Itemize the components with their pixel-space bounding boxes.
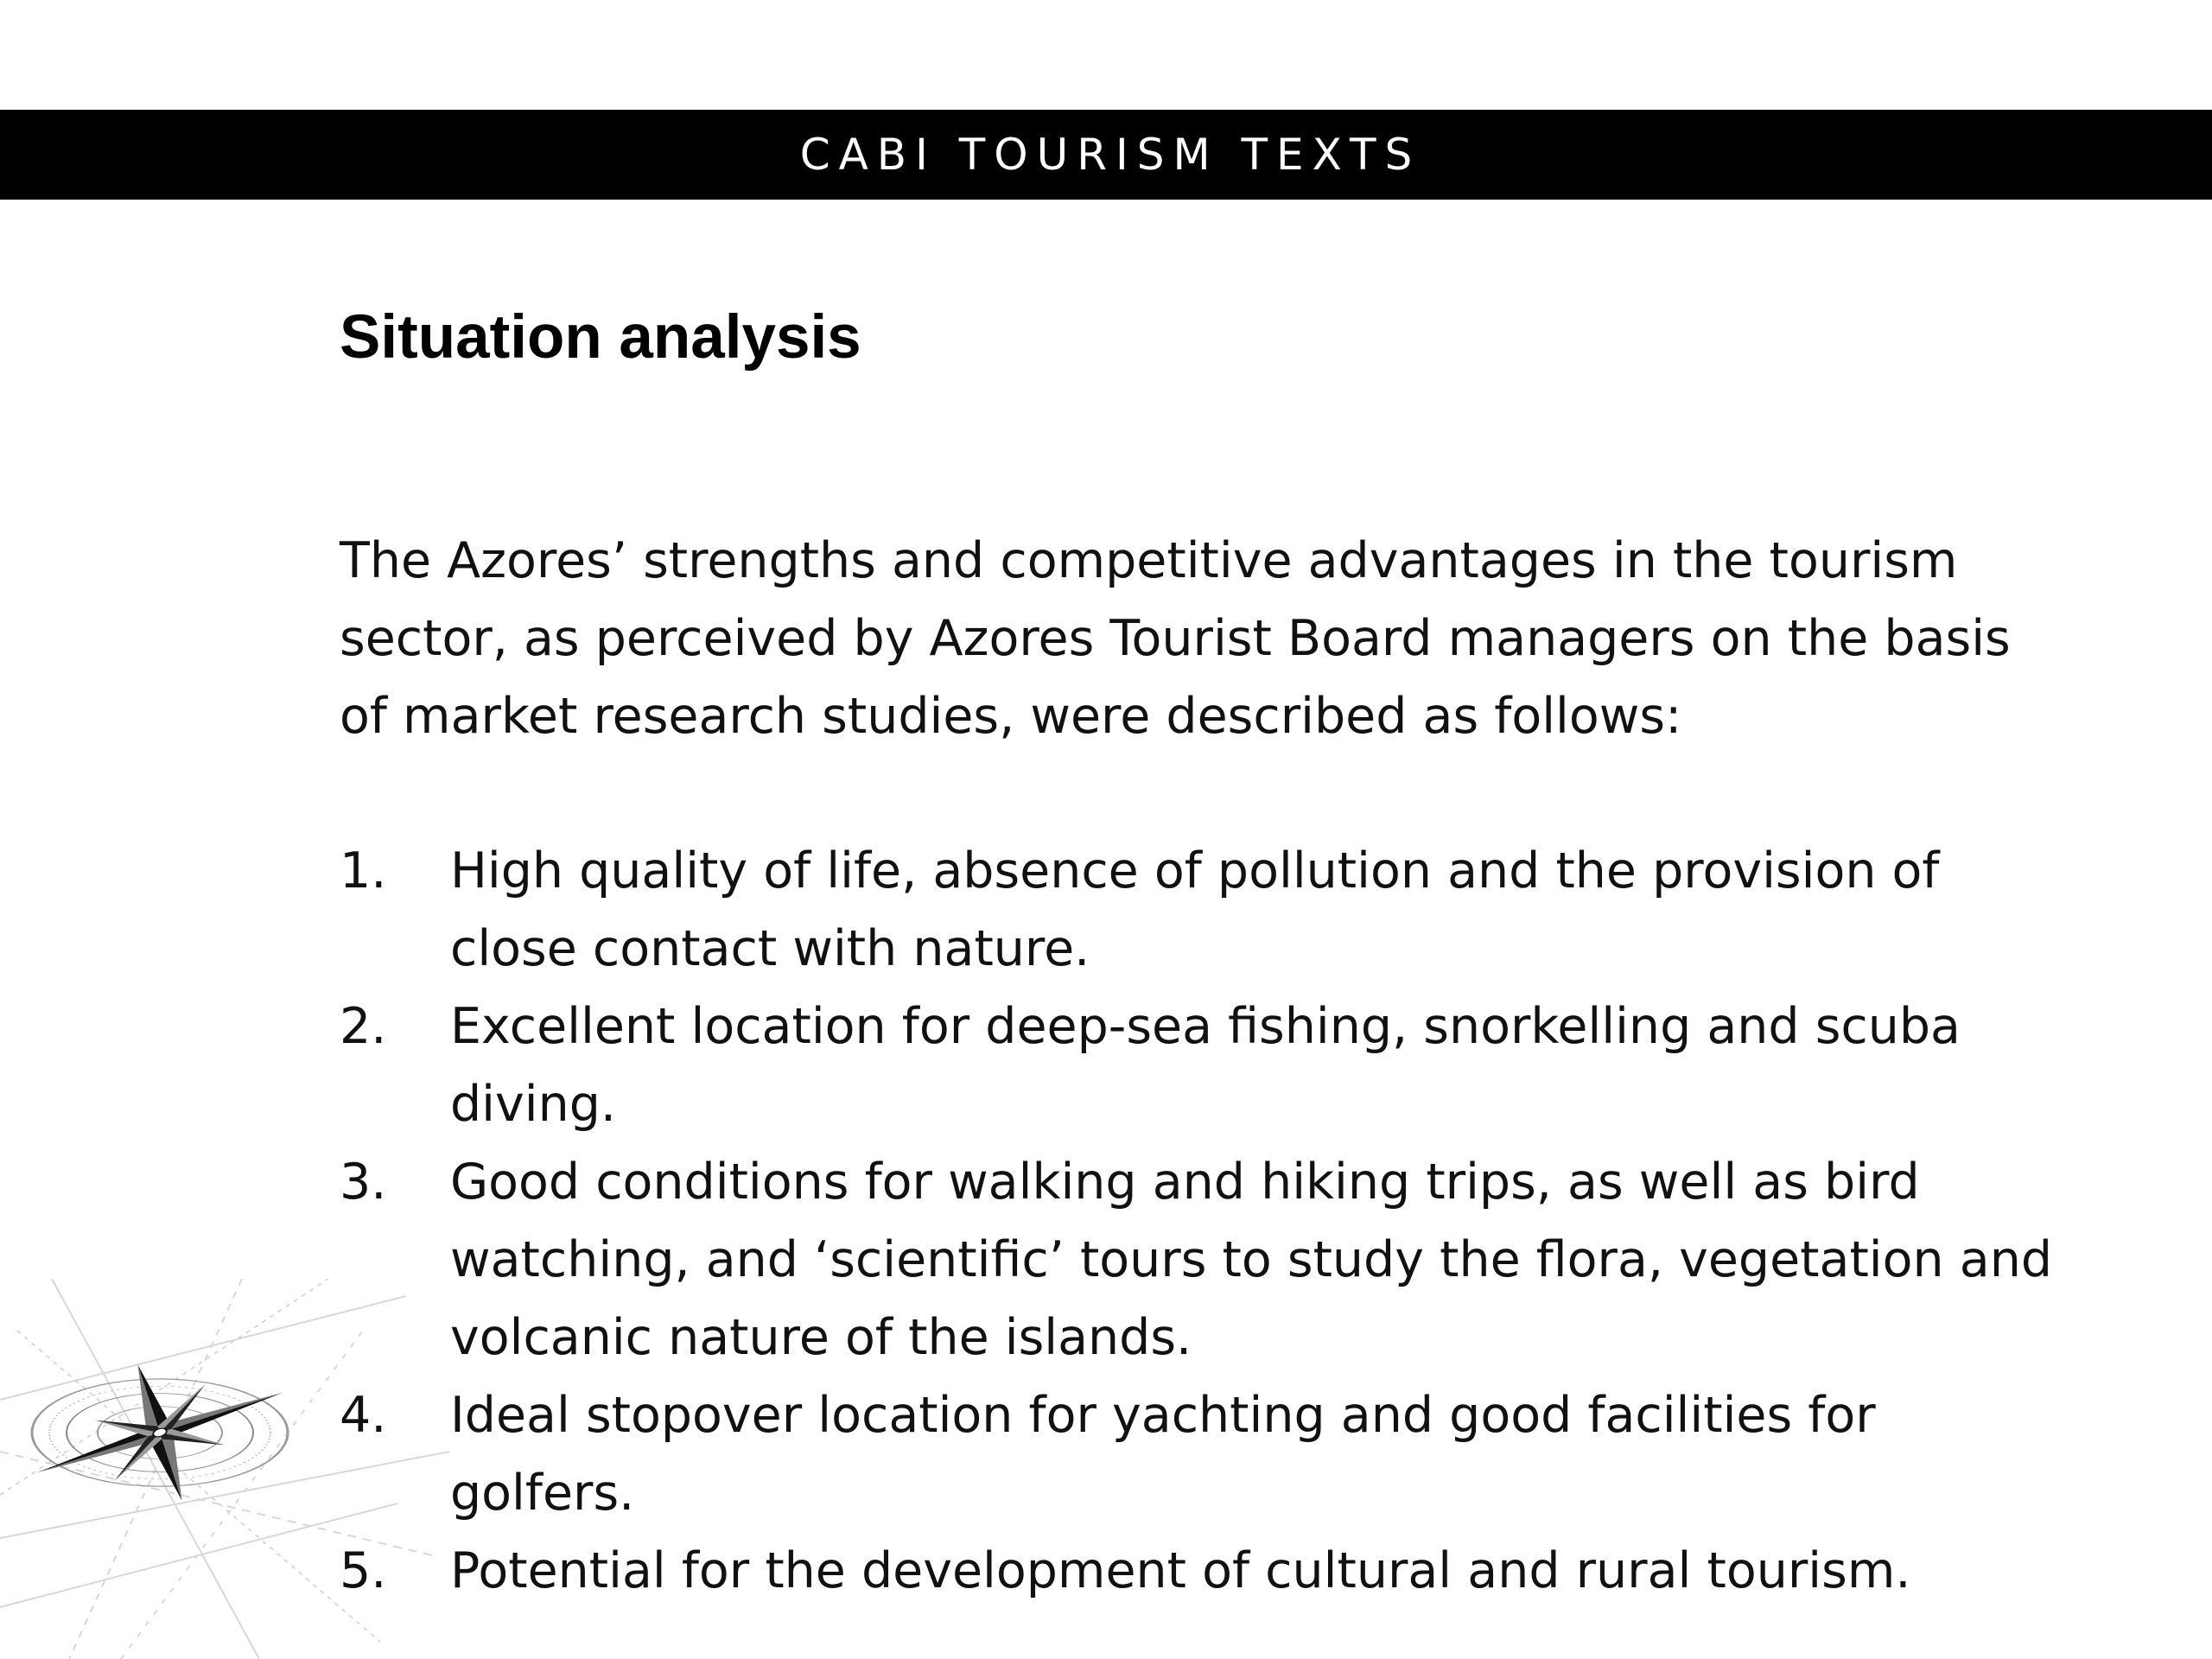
list-item-text: Potential for the development of cultural and rural tourism.	[450, 1542, 1911, 1599]
list-item	[340, 832, 2068, 988]
list-item-number: 4.	[340, 1387, 387, 1444]
header-bar	[0, 110, 2212, 200]
list-item	[340, 1376, 2068, 1532]
list-item-number: 2.	[340, 998, 387, 1055]
list-item-number: 5.	[340, 1542, 387, 1599]
list-item	[340, 988, 2068, 1143]
list-item-text: Good conditions for walking and hiking trips, as well as bird watching, and ‘scientific’ tours to study the flora, vegetation and volcanic nature of the islands.	[450, 1154, 2053, 1366]
list-item-text: Ideal stopover location for yachting and good facilities for golfers.	[450, 1387, 1876, 1522]
header-title: CABI TOURISM TEXTS	[799, 130, 1421, 180]
list-item-number: 3.	[340, 1154, 387, 1211]
list-item-text: Excellent location for deep-sea fishing, snorkelling and scuba diving.	[450, 998, 1961, 1133]
list-item	[340, 1143, 2068, 1376]
list-item-text: High quality of life, absence of pollution and the provision of close contact with nature.	[450, 842, 1940, 977]
section-title: Situation analysis	[340, 303, 861, 372]
main-content	[340, 303, 2068, 1610]
strengths-list	[340, 832, 2068, 1610]
list-item	[340, 1532, 2068, 1610]
list-item-number: 1.	[340, 842, 387, 899]
intro-paragraph: The Azores’ strengths and competitive advantages in the tourism sector, as perceived by Azores Tourist Board managers on the basis of market research studies, were described as follows:	[340, 532, 2011, 745]
